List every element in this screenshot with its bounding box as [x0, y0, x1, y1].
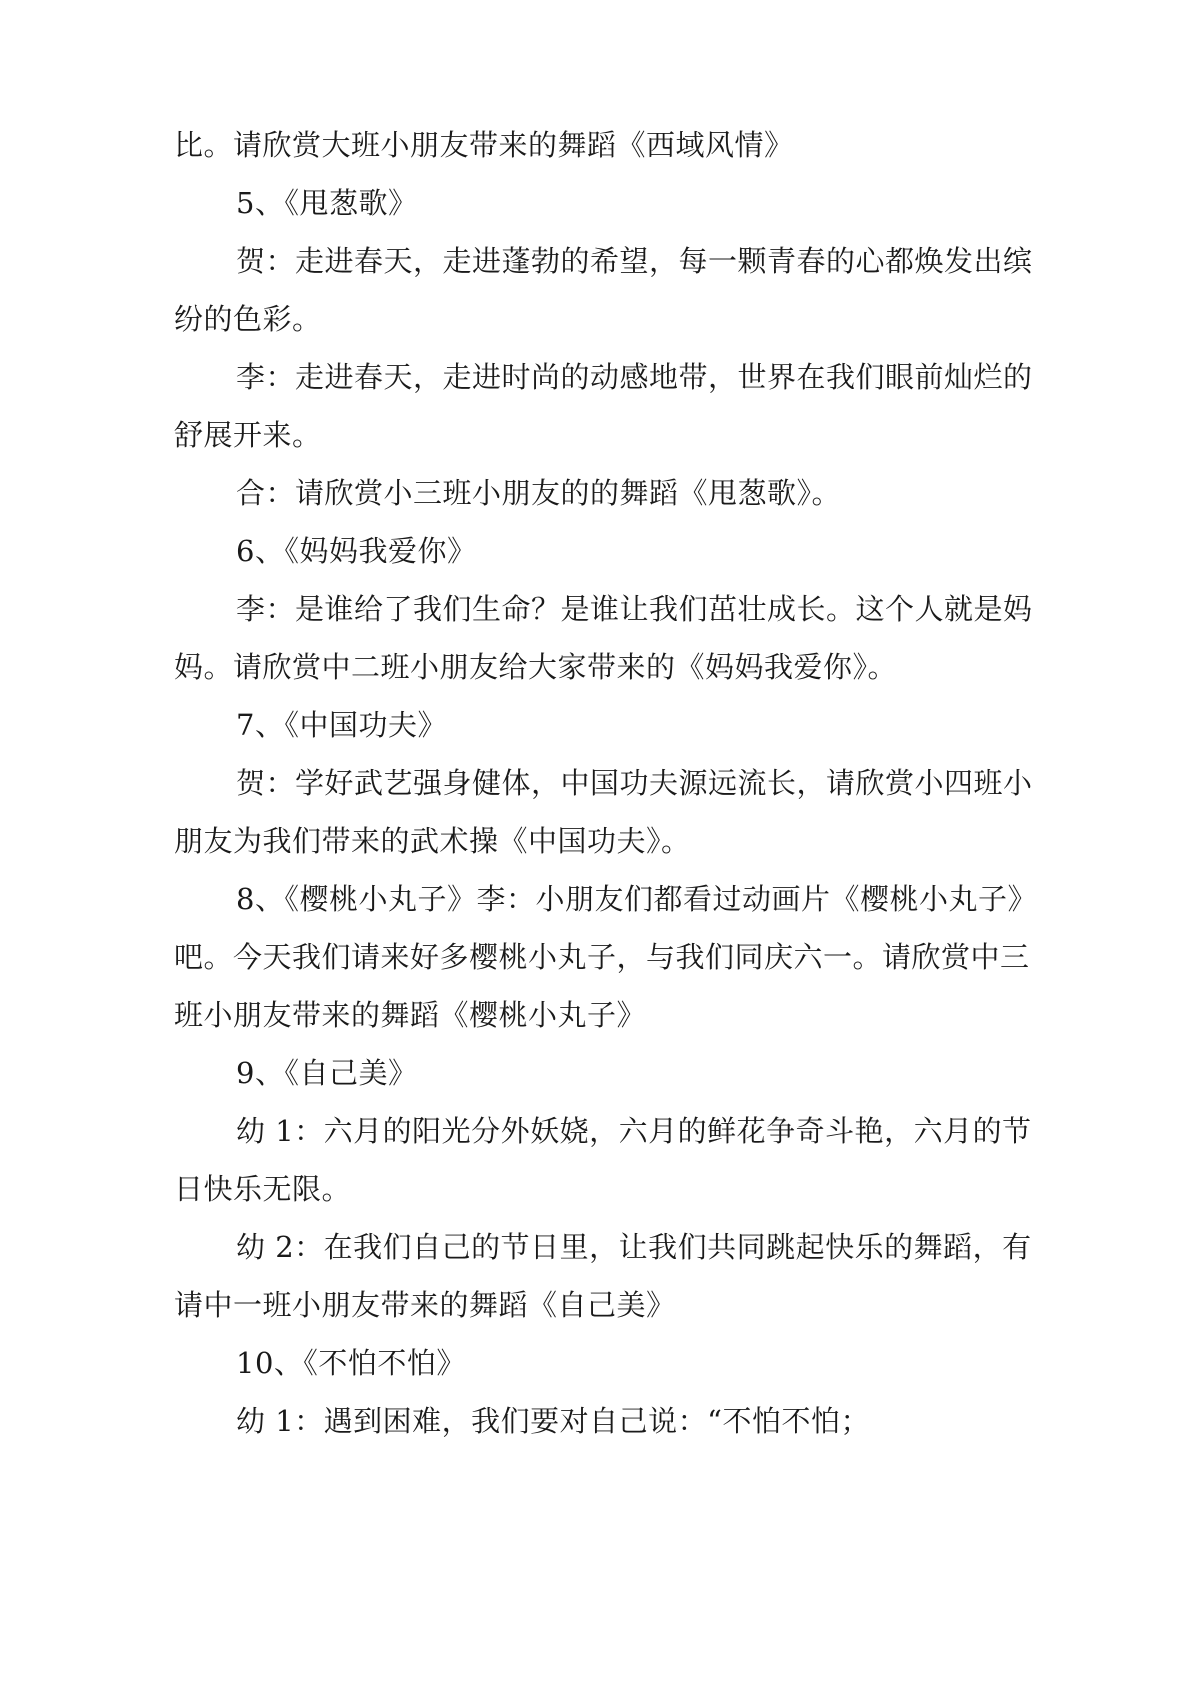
document-body [174, 116, 1042, 1450]
paragraph: 8、《樱桃小丸子》李：小朋友们都看过动画片《樱桃小丸子》吧。今天我们请来好多樱桃小丸子，与我们同庆六一。请欣赏中三班小朋友带来的舞蹈《樱桃小丸子》 [174, 882, 1037, 1032]
paragraph: 合：请欣赏小三班小朋友的的舞蹈《甩葱歌》。 [236, 476, 842, 510]
paragraph: 贺：走进春天，走进蓬勃的希望，每一颗青春的心都焕发出缤纷的色彩。 [174, 244, 1033, 336]
paragraph: 李：是谁给了我们生命？是谁让我们茁壮成长。这个人就是妈妈。请欣赏中二班小朋友给大家带来的《妈妈我爱你》。 [174, 592, 1033, 684]
paragraph: 7、《中国功夫》 [236, 708, 447, 742]
paragraph: 10、《不怕不怕》 [236, 1346, 466, 1380]
paragraph: 比。请欣赏大班小朋友带来的舞蹈《西域风情》 [174, 128, 794, 162]
paragraph: 幼 1：遇到困难，我们要对自己说：“不怕不怕； [236, 1404, 870, 1438]
paragraph: 李：走进春天，走进时尚的动感地带，世界在我们眼前灿烂的舒展开来。 [174, 360, 1033, 452]
paragraph: 幼 2：在我们自己的节日里，让我们共同跳起快乐的舞蹈，有请中一班小朋友带来的舞蹈《自己美》 [174, 1230, 1032, 1322]
paragraph: 幼 1：六月的阳光分外妖娆，六月的鲜花争奇斗艳，六月的节日快乐无限。 [174, 1114, 1032, 1206]
paragraph: 5、《甩葱歌》 [236, 186, 418, 220]
paragraph: 9、《自己美》 [236, 1056, 418, 1090]
paragraph: 贺：学好武艺强身健体，中国功夫源远流长，请欣赏小四班小朋友为我们带来的武术操《中国功夫》。 [174, 766, 1033, 858]
paragraph: 6、《妈妈我爱你》 [236, 534, 477, 568]
